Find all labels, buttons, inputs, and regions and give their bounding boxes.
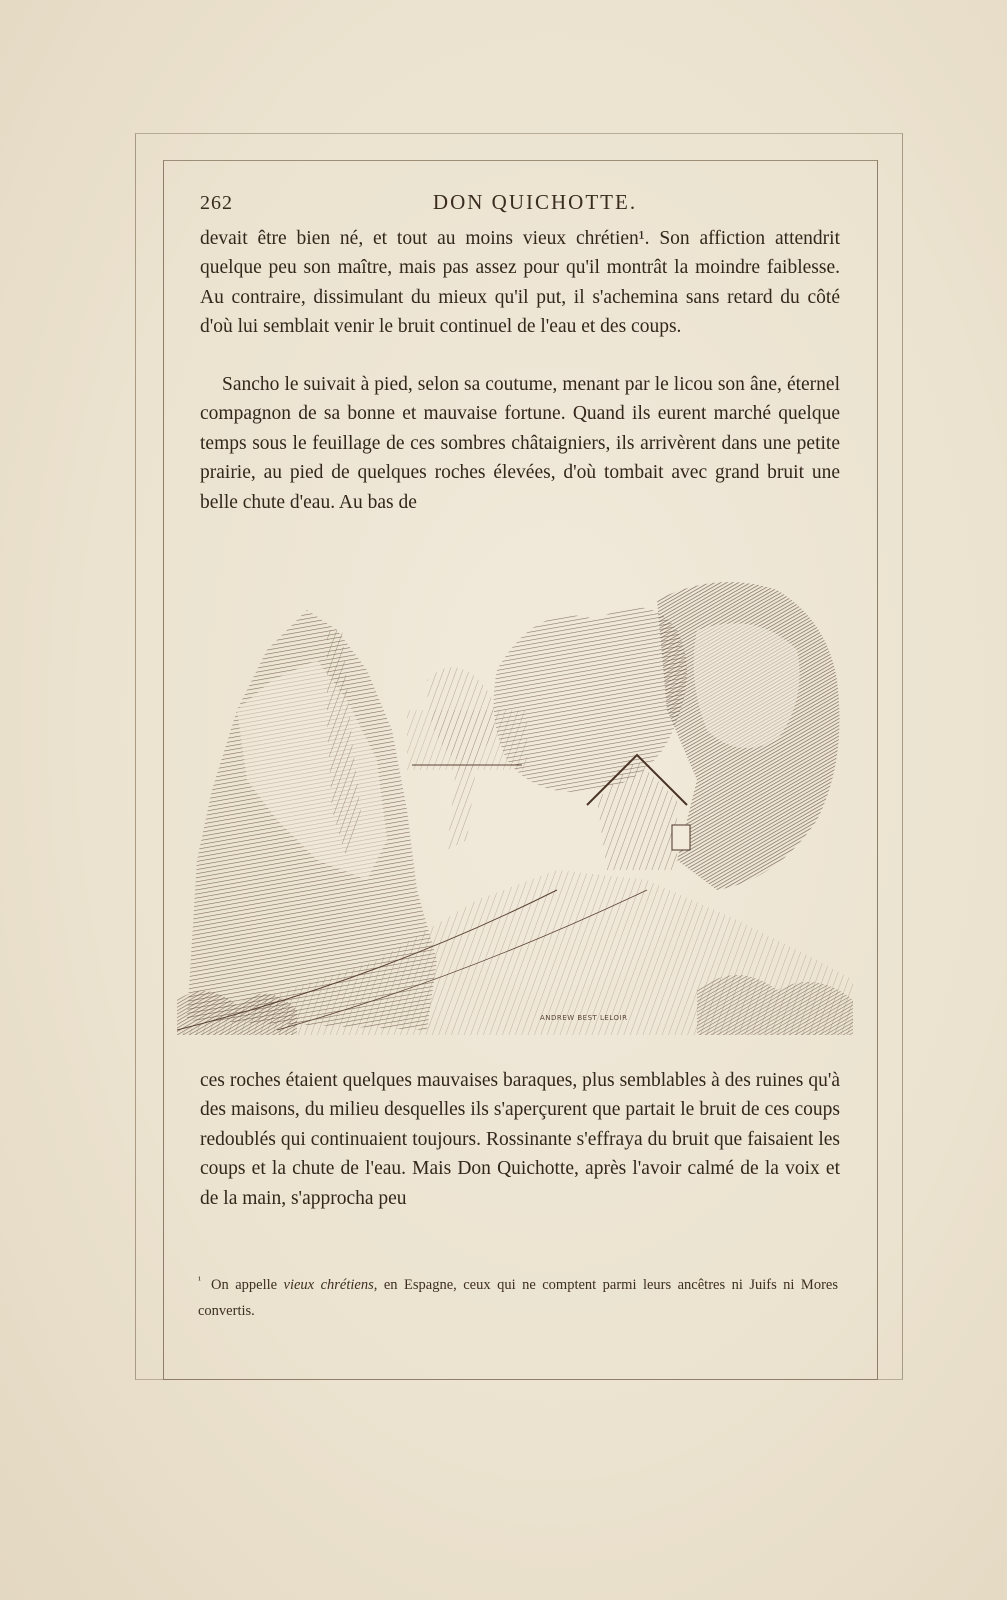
footnote-text-before: On appelle bbox=[211, 1276, 284, 1293]
engraving-illustration bbox=[177, 560, 853, 1035]
footnote-italic: vieux chrétiens bbox=[283, 1276, 374, 1293]
engraver-signature: ANDREW BEST LELOIR bbox=[540, 1014, 628, 1022]
body-paragraph: ces roches étaient quelques mauvaises baraques, plus semblables à des ruines qu'à des maisons, du milieu desquelles ils s'aperçurent que partait le bruit de ces coups redoublés qui continuaient toujours. Rossinante s'effraya du bruit que faisaient les coups et la chute de l'eau. Mais Don Quichotte, après l'avoir calmé de la voix et de la main, s'approcha peu bbox=[200, 1070, 840, 1209]
body-paragraph: devait être bien né, et tout au moins vieux chrétien¹. Son affiction attendrit quelque peu son maître, mais pas assez pour qu'il montrât la moindre faiblesse. Au contraire, dissimulant du mieux qu'il put, il s'achemina sans retard du côté d'où lui semblait venir le bruit continuel de l'eau et des coups. bbox=[200, 228, 840, 338]
footnote-text-after: , en Espagne, ceux qui ne comptent parmi leurs ancêtres ni Juifs ni Mores convertis. bbox=[198, 1276, 838, 1319]
page-header bbox=[200, 188, 840, 220]
engraving-waterfall-huts bbox=[177, 560, 853, 1035]
body-paragraph: Sancho le suivait à pied, selon sa coutume, menant par le licou son âne, éternel compagnon de sa bonne et mauvaise fortune. Quand ils eurent marché quelque temps sous le feuillage de ces sombres châtaigniers, ils arrivèrent dans une petite prairie, au pied de quelques roches élevées, d'où tombait avec grand bruit une belle chute d'eau. Au bas de bbox=[200, 374, 840, 513]
running-title: DON QUICHOTTE. bbox=[432, 190, 638, 214]
page-number: 262 bbox=[200, 192, 233, 214]
footnote bbox=[198, 1268, 838, 1324]
footnote-mark: ¹ bbox=[198, 1275, 201, 1286]
